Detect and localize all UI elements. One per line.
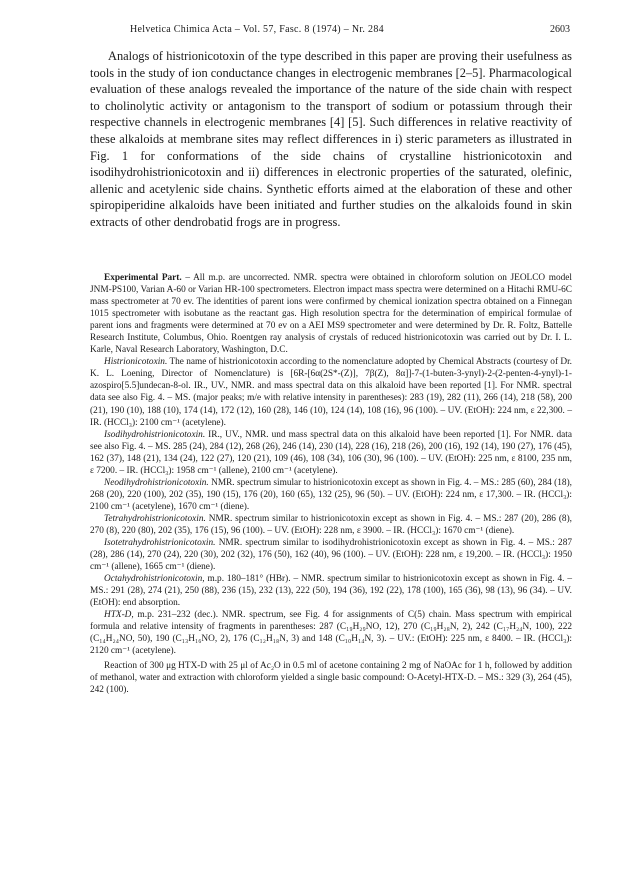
experimental-section bbox=[90, 272, 572, 696]
neodihydro-name: Neodihydrohistrionicotoxin. bbox=[104, 477, 209, 488]
page-number: 2603 bbox=[550, 24, 570, 35]
reaction-paragraph: Reaction of 300 μg HTX-D with 25 μl of Ac₂O in 0.5 ml of acetone containing 2 mg of NaOAc for 1 h, followed by addition of methanol, water and extraction with chloroform yielded a single basic compound: O-Acetyl-HTX-D. – MS.: 329 (3), 264 (45), 242 (100). bbox=[90, 660, 572, 695]
experimental-heading: Experimental Part. bbox=[104, 273, 182, 283]
intro-section bbox=[90, 48, 572, 231]
neodihydro-text: NMR. spectrum simular to histrionicotoxin except as shown in Fig. 4. – MS.: 285 (60), 284 (18), 268 (20), 220 (100), 202 (35), 190 (15), 176 (20), 160 (65), 132 (25), 96 (50). – UV. (EtOH): 224 nm, ε 17,300. – IR. (HCCl₃): 2100 cm⁻¹ (acetylene), 1670 cm⁻¹ (diene). bbox=[90, 477, 572, 512]
journal-citation: Helvetica Chimica Acta – Vol. 57, Fasc. 8 (1974) – Nr. 284 bbox=[130, 24, 384, 35]
neodihydro-paragraph bbox=[90, 477, 572, 513]
htx-d-paragraph bbox=[90, 609, 572, 657]
isodihydro-text: IR., UV., NMR. und mass spectral data on this alkaloid have been reported [1]. For NMR. data see also Fig. 4. – MS. 285 (24), 284 (12), 268 (26), 246 (14), 230 (14), 228 (16), 218 (26), 200 (16), 192 (14), 190 (27), 176 (45), 162 (37), 148 (21), 134 (24), 122 (27), 120 (21), 109 (46), 108 (34), 106 (30), 96 (100). – UV. (EtOH): 225 nm, ε 8100, 235 nm, ε 7200. – IR. (HCCl₃): 1958 cm⁻¹ (allene), 2100 cm⁻¹ (acetylene). bbox=[90, 429, 572, 476]
tetrahydro-text: NMR. spectrum similar to histrionicotoxin except as shown in Fig. 4. – MS.: 287 (20), 286 (8), 270 (8), 220 (80), 202 (35), 176 (15), 96 (100). – UV. (EtOH): 228 nm, ε 3900. – IR. (HCCl₃): 1670 cm⁻¹ (diene). bbox=[90, 513, 572, 536]
experimental-general-paragraph bbox=[90, 272, 572, 356]
isotetrahydro-name: Isotetrahydrohistrionicotoxin. bbox=[104, 538, 216, 549]
isotetrahydro-text: NMR. spectrum similar to isodihydrohistrionicotoxin except as shown in Fig. 4. – MS.: 287 (28), 286 (14), 270 (24), 220 (30), 202 (32), 176 (50), 162 (40), 96 (100). – UV. (EtOH): 228 nm, ε 19,200. – IR. (HCCl₃): 1950 cm⁻¹ (allene), 1665 cm⁻¹ (diene). bbox=[90, 538, 572, 573]
histrionicotoxin-paragraph bbox=[90, 356, 572, 428]
tetrahydro-name: Tetrahydrohistrionicotoxin. bbox=[104, 513, 206, 524]
tetrahydro-paragraph bbox=[90, 513, 572, 537]
intro-paragraph: Analogs of histrionicotoxin of the type described in this paper are proving their usefulness as tools in the study of ion conductance changes in electrogenic membranes [2–5]. Pharmacological evaluation of these analogs revealed the importance of the nature of the side chain with respect to cholinolytic activity or antagonism to the transport of sodium or potassium through their respective channels in electrogenic membranes [4] [5]. Such differences in relative reactivity of these alkaloids at membrane sites may reflect differences in i) steric parameters as illustrated in Fig. 1 for conformations of the side chains of crystalline histrionicotoxin and isodihydrohistrionicotoxin and ii) differences in electronic properties of the saturated, olefinic, allenic and acetylenic side chains. Synthetic efforts aimed at the elaboration of these and other spiropiperidine alkaloids have been initiated and further studies on the alkaloids found in skin extracts of other dendrobatid frogs are in progress. bbox=[90, 49, 572, 229]
htx-d-text: m.p. 231–232 (dec.). NMR. spectrum, see Fig. 4 for assignments of C(5) chain. Mass spectrum with empirical formula and relative intensity of fragments in parentheses: 287 (C₁₉H₂₉NO, 12), 270 (C₁₉H₂₈N, 2), 242 (C₁₇H₂₄N, 100), 222 (C₁₄H₂₄NO, 50), 190 (C₁₃H₁₆NO, 2), 176 (C₁₂H₁₈N, 3) and 148 (C₁₀H₁₄N, 3). – UV.: (EtOH): 225 nm, ε 8400. – IR. (HCCl₃): 2120 cm⁻¹ (acetylene). bbox=[90, 610, 572, 657]
histrionicotoxin-name: Histrionicotoxin. bbox=[104, 357, 168, 368]
isodihydro-paragraph bbox=[90, 429, 572, 477]
running-header bbox=[90, 24, 570, 38]
octahydro-name: Octahydrohistrionicotoxin, bbox=[104, 574, 205, 585]
octahydro-text: m.p. 180–181° (HBr). – NMR. spectrum similar to histrionicotoxin except as shown in Fig. 4. – MS.: 291 (28), 274 (21), 250 (88), 236 (15), 232 (13), 222 (50), 194 (36), 192 (22), 178 (100), 165 (36), 98 (13), 96 (34). – UV. (EtOH): end absorption. bbox=[90, 574, 572, 609]
htx-d-name: HTX-D, bbox=[104, 610, 134, 621]
experimental-general-text: – All m.p. are uncorrected. NMR. spectra were obtained in chloroform solution on JEOLCO model JNM-PS100, Varian A-60 or Varian HR-100 spectrometers. Electron impact mass spectra were determined on a Hitachi RMU-6C mass spectrometer at 70 ev. The identities of parent ions were confirmed by chemical ionization spectra obtained on a Finnegan 1015 spectrometer with isobutane as the reactant gas. High resolution spectra for the determination of empirical formulae of parent ions and fragments were determined at 70 ev on a AEI MS9 spectrometer and were determined by Dr. R. Foltz, Battelle Research Institute, Columbus, Ohio. Roentgen ray analysis of crystals of reduced histrionicotoxin was carried out by Dr. I. L. Karle, Naval Research Laboratory, Washington, D.C. bbox=[90, 273, 572, 356]
octahydro-paragraph bbox=[90, 573, 572, 609]
isodihydro-name: Isodihydrohistrionicotoxin. bbox=[104, 429, 206, 440]
histrionicotoxin-text: The name of histrionicotoxin according to the nomenclature adopted by Chemical Abstracts (courtesy of Dr. K. L. Loening, Director of Nomenclature) is [6R-[6α(2S*-(Z)], 7β(Z), 8α]]-7-(1-buten-3-ynyl)-2-(2-penten-4-ynyl)-1-azospiro[5.5]undecan-8-ol. IR., UV., NMR. and mass spectral data on this alkaloid have been reported [1]. For NMR. spectral data see also Fig. 4. – MS. (major peaks; m/e with relative intensity in parentheses): 283 (19), 282 (11), 266 (14), 218 (58), 200 (21), 190 (10), 188 (10), 174 (14), 172 (12), 160 (28), 146 (10), 124 (14), 108 (16), 96 (100). – UV. (EtOH): 224 nm, ε 22,300. – IR. (HCCl₃): 2100 cm⁻¹ (acetylene). bbox=[90, 357, 572, 428]
isotetrahydro-paragraph bbox=[90, 537, 572, 573]
